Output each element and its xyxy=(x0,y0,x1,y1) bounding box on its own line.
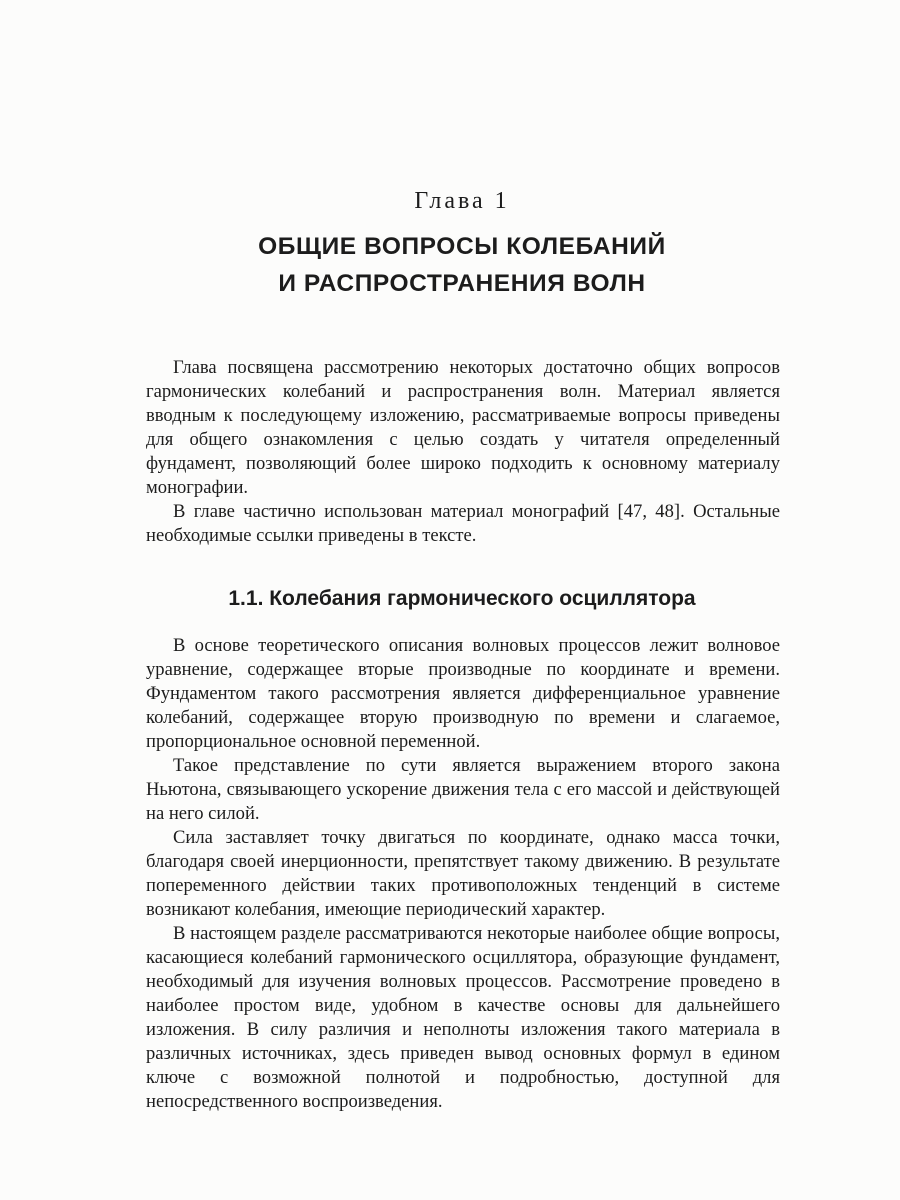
section-heading: 1.1. Колебания гармонического осциллятора xyxy=(228,587,696,610)
section-paragraph: В настоящем разделе рассматриваются некоторые наиболее общие вопросы, касающиеся колебаний гармонического осциллятора, образующие фундамент, необходимый для изучения волновых процессов. Рассмотрение проведено в наиболее простом виде, удобном в качестве основы для дальнейшего изложения. В силу различия и неполноты изложения такого материала в различных источниках, здесь приведен вывод основных формул в едином ключе с возможной полнотой и подробностью, доступной для непосредственного воспроизведения. xyxy=(146,923,780,1112)
chapter-intro xyxy=(146,356,780,548)
intro-paragraph: Глава посвящена рассмотрению некоторых достаточно общих вопросов гармонических колебаний и распространения волн. Материал является вводным к последующему изложению, рассматриваемые вопросы приведены для общего ознакомления с целью создать у читателя определенный фундамент, позволяющий более широко подходить к основному материалу монографии. xyxy=(146,357,780,498)
section-paragraph: В основе теоретического описания волновых процессов лежит волновое уравнение, содержащее вторые производные по координате и времени. Фундаментом такого рассмотрения является дифференциальное уравнение колебаний, содержащее вторую производную по времени и слагаемое, пропорциональное основной переменной. xyxy=(146,635,780,752)
chapter-title xyxy=(0,228,900,302)
intro-paragraph: В главе частично использован материал монографий [47, 48]. Остальные необходимые ссылки приведены в тексте. xyxy=(146,501,780,546)
chapter-title-line-2: И РАСПРОСТРАНЕНИЯ ВОЛН xyxy=(278,270,646,297)
section-body xyxy=(146,634,780,1114)
chapter-title-line-1: ОБЩИЕ ВОПРОСЫ КОЛЕБАНИЙ xyxy=(258,233,666,260)
chapter-label: Глава 1 xyxy=(414,188,510,214)
section-paragraph: Сила заставляет точку двигаться по координате, однако масса точки, благодаря своей инерционности, препятствует такому движению. В результате попеременного действии таких противоположных тенденций в системе возникают колебания, имеющие периодический характер. xyxy=(146,827,780,920)
section-paragraph: Такое представление по сути является выражением второго закона Ньютона, связывающего ускорение движения тела с его массой и действующей на него силой. xyxy=(146,755,780,824)
